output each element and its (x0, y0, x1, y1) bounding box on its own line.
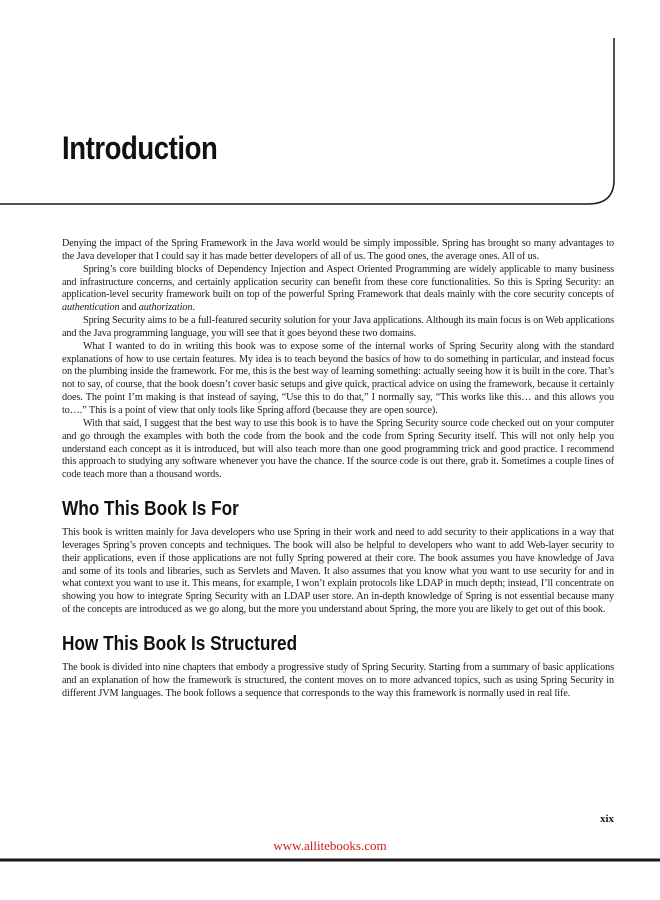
watermark-link[interactable]: www.allitebooks.com (273, 838, 387, 853)
structure-paragraph: The book is divided into nine chapters that embody a progressive study of Spring Security. Starting from a summary of basic applications and an explanation of how the framework is structured, the content moves on to more advanced topics, such as using Spring Security in different JVM languages. The book follows a sequence that corresponds to the way this framework is normally used in real life. (62, 661, 614, 699)
intro-paragraph-2-text: Spring’s core building blocks of Dependency Injection and Aspect Oriented Programming are widely applicable to many business and infrastructure concerns, and certainly application security can benefit from these core functionalities. So this is Spring Security: an application-level security framework built on top of the powerful Spring Framework that deals mainly with the core security concepts of (62, 263, 614, 301)
emphasis-authorization: authorization (138, 302, 193, 314)
emphasis-period: . (192, 302, 195, 314)
emphasis-conjunction: and (119, 302, 139, 314)
intro-paragraph-5: With that said, I suggest that the best way to use this book is to have the Spring Security source code checked out on your computer and go through the examples with both the code from the book and the code from Spring Security itself. This will not only help you understand each concept as it is introduced, but will also teach more than one good programming trick and good practice. I recommend this approach to studying any software whenever you have the chance. If the source code is out there, grab it. Sometimes a couple lines of code teach more than a thousand words. (62, 417, 614, 481)
intro-paragraph-4: What I wanted to do in writing this book was to expose some of the internal works of Spring Security along with the standard explanations of how to use certain features. My idea is to teach beyond the basics of how to do something in particular, and instead focus on the plumbing inside the framework. For me, this is the best way of learning something: actually seeing how it is built in the core. That’s not to say, of course, that the book doesn’t cover basic setups and give quick, practical advice on using the framework, because it certainly does. The point I’m making is that instead of saying, “Use this to do that,” I normally say, “This works like this… and this allows you to….” This is a point of view that only tools like Spring afford (because they are open source). (62, 340, 614, 416)
chapter-title: Introduction (62, 130, 218, 166)
intro-paragraph-1: Denying the impact of the Spring Framework in the Java world would be simply impossible. Spring has brought so many advantages to the Java developer that I could say it has made better developers of all of us. The good ones, the average ones. All of us. (62, 238, 614, 262)
section-heading-who: Who This Book Is For (62, 498, 239, 521)
emphasis-authentication: authentication (62, 302, 120, 314)
intro-paragraph-3: Spring Security aims to be a full-featured security solution for your Java applications. Although its main focus is on Web applications and the Java programming language, you will see that it goes beyond these two domains. (62, 315, 614, 339)
who-paragraph: This book is written mainly for Java developers who use Spring in their work and need to add security to their applications in a way that leverages Spring’s proven concepts and techniques. The book will also be helpful to developers who want to add Web-layer security to their applications, even if those applications are not fully Spring powered at their core. The book assumes you have knowledge of Java and some of its tools and libraries, such as Servlets and Maven. It also assumes that you know what you want to use security for and in what context you want to use it. This means, for example, I won’t explain protocols like LDAP in much depth; instead, I’ll concentrate on showing you how to integrate Spring Security with an LDAP user store. An in-depth knowledge of Spring is not essential because many of the concepts are introduced as we go along, but the more you understand about Spring, the more you are likely to get out of this book. (62, 527, 614, 616)
page-body (62, 238, 614, 700)
intro-paragraph-2 (62, 264, 614, 315)
section-heading-structure: How This Book Is Structured (62, 632, 298, 655)
page-number: xix (599, 813, 614, 825)
